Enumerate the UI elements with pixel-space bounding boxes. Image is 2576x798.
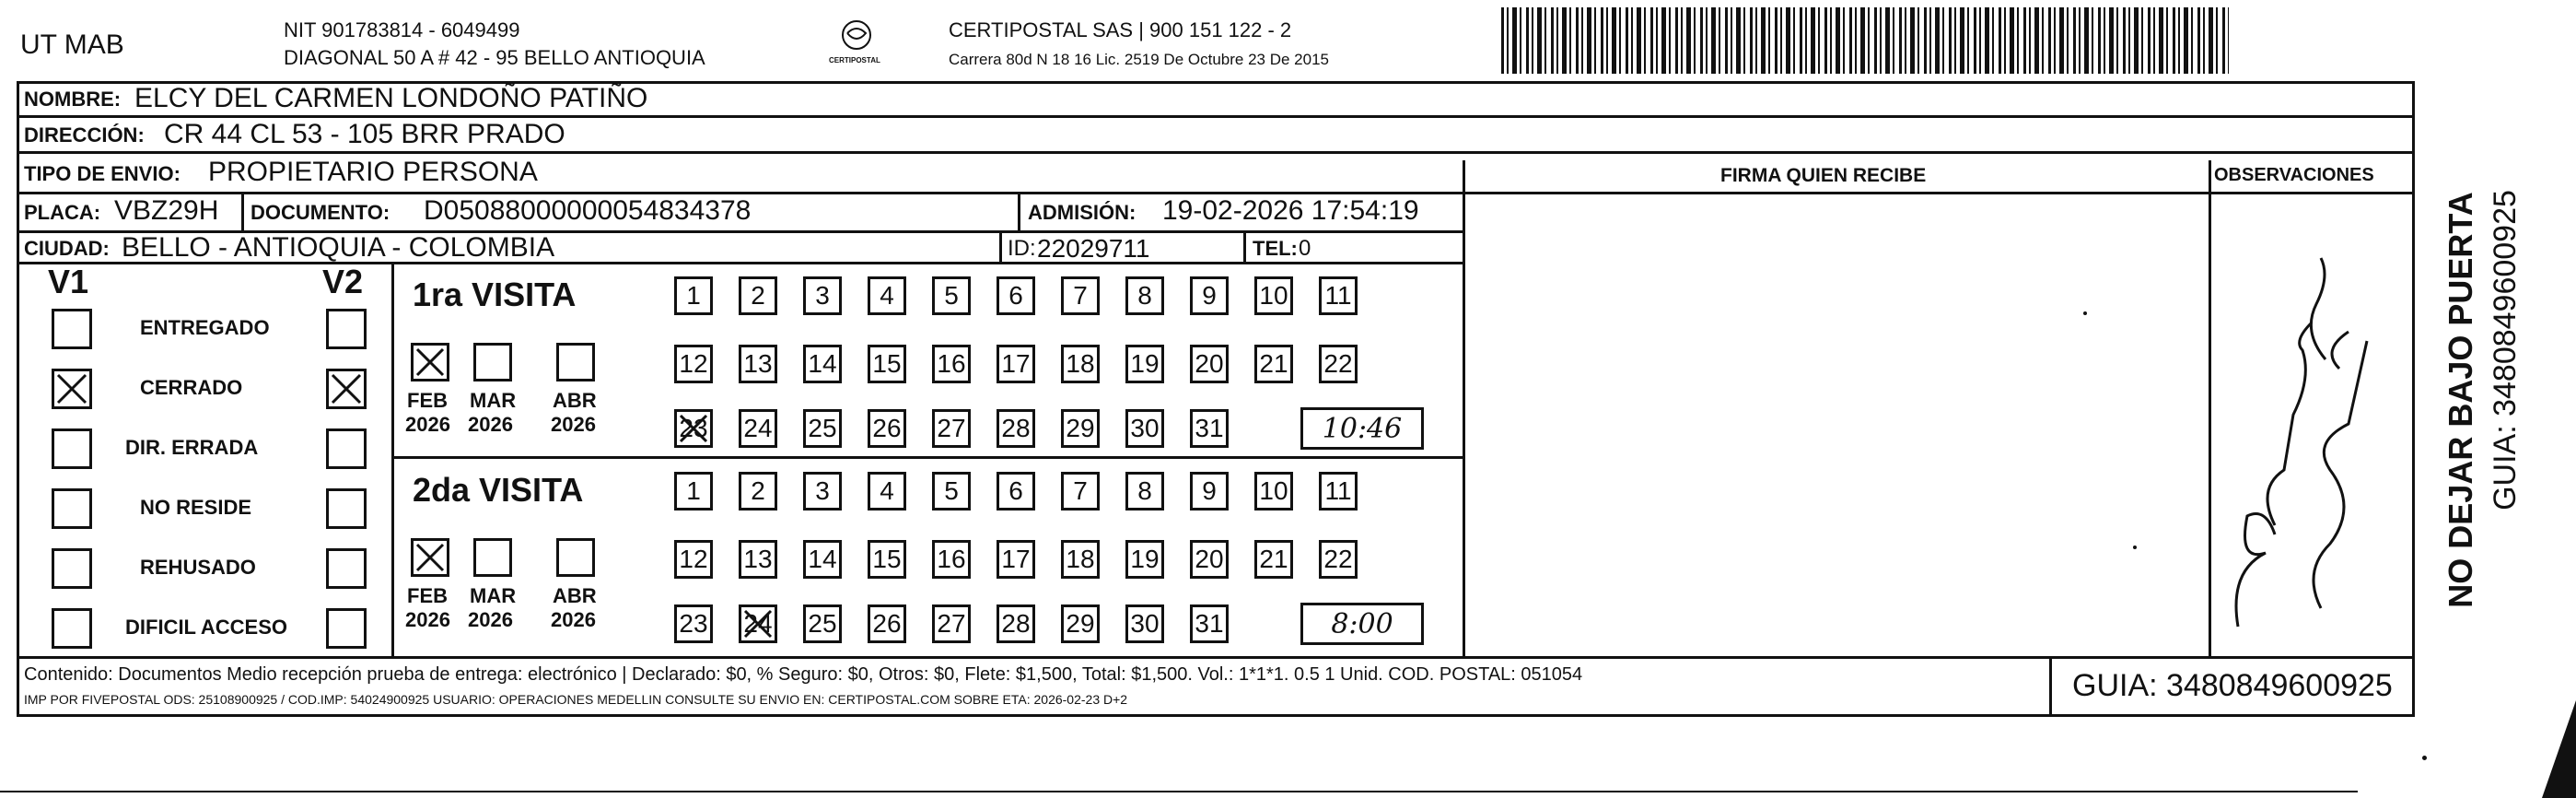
tel-value: 0 (1299, 236, 1311, 261)
day-number: 17 (1001, 545, 1031, 573)
day-box[interactable] (803, 472, 842, 510)
day-box[interactable] (868, 276, 906, 315)
day-number: 27 (937, 414, 966, 442)
observaciones-label: OBSERVACIONES (2214, 165, 2374, 185)
day-box[interactable] (1254, 540, 1293, 579)
day-box[interactable] (1061, 540, 1100, 579)
day-box[interactable] (932, 345, 971, 383)
day-number: 9 (1202, 281, 1217, 310)
day-box[interactable] (868, 409, 906, 448)
sender-address: DIAGONAL 50 A # 42 - 95 BELLO ANTIOQUIA (284, 46, 705, 69)
visit-title: 1ra VISITA (413, 276, 577, 313)
day-box[interactable] (932, 604, 971, 643)
ciudad-value: BELLO - ANTIOQUIA - COLOMBIA (122, 232, 555, 263)
x-mark-icon (414, 541, 447, 574)
day-box[interactable] (868, 604, 906, 643)
day-number: 3 (815, 476, 830, 505)
day-box[interactable] (868, 472, 906, 510)
status-option-label: DIFICIL ACCESO (125, 616, 288, 639)
day-number: 30 (1130, 414, 1160, 442)
day-box[interactable] (1319, 472, 1358, 510)
day-box[interactable] (803, 409, 842, 448)
day-box[interactable] (1125, 604, 1164, 643)
v1-label: V1 (48, 263, 89, 300)
day-box[interactable] (739, 604, 777, 643)
day-box[interactable] (1254, 276, 1293, 315)
day-number: 14 (808, 545, 837, 573)
day-box[interactable] (674, 604, 713, 643)
day-box[interactable] (803, 604, 842, 643)
day-number: 6 (1008, 281, 1023, 310)
day-box[interactable] (1319, 540, 1358, 579)
logo-text: CERTIPOSTAL (829, 56, 880, 65)
ciudad-label: CIUDAD: (24, 237, 110, 260)
day-number: 5 (944, 281, 959, 310)
year-label: 2026 (468, 413, 513, 436)
day-number: 23 (679, 414, 708, 442)
year-label: 2026 (551, 608, 596, 631)
day-box[interactable] (674, 345, 713, 383)
day-number: 8 (1137, 476, 1152, 505)
day-box[interactable] (1190, 276, 1229, 315)
day-box[interactable] (1190, 472, 1229, 510)
v1-checkbox[interactable] (52, 369, 92, 409)
day-number: 8 (1137, 281, 1152, 310)
company-name: CERTIPOSTAL SAS | 900 151 122 - 2 (949, 18, 1292, 41)
status-option-label: REHUSADO (140, 556, 256, 579)
day-number: 19 (1130, 545, 1160, 573)
month-checkbox[interactable] (473, 343, 512, 381)
day-number: 4 (880, 281, 894, 310)
x-mark-icon (329, 371, 364, 406)
status-option-label: CERRADO (140, 376, 243, 399)
direccion-value: CR 44 CL 53 - 105 BRR PRADO (164, 119, 565, 149)
day-box[interactable] (1125, 472, 1164, 510)
nombre-label: NOMBRE: (24, 88, 122, 111)
year-label: 2026 (468, 608, 513, 631)
direccion-label: DIRECCIÓN: (24, 123, 145, 147)
day-number: 26 (872, 609, 902, 638)
day-number: 27 (937, 609, 966, 638)
v2-checkbox[interactable] (326, 369, 367, 409)
day-box[interactable] (739, 472, 777, 510)
x-mark-icon (414, 346, 447, 379)
day-box[interactable] (932, 409, 971, 448)
day-number: 10 (1259, 281, 1288, 310)
day-number: 14 (808, 349, 837, 378)
day-box[interactable] (739, 409, 777, 448)
day-number: 28 (1001, 414, 1031, 442)
placa-label: PLACA: (24, 201, 101, 224)
day-number: 26 (872, 414, 902, 442)
v2-checkbox[interactable] (326, 428, 367, 469)
day-box[interactable] (803, 345, 842, 383)
sender-nit: NIT 901783814 - 6049499 (284, 18, 520, 41)
day-box[interactable] (1190, 540, 1229, 579)
day-box[interactable] (1319, 345, 1358, 383)
side-guia: GUIA: 3480849600925 (2488, 190, 2523, 510)
day-box[interactable] (1061, 472, 1100, 510)
day-number: 24 (743, 609, 773, 638)
day-number: 1 (686, 476, 701, 505)
day-box[interactable] (932, 472, 971, 510)
month-checkbox[interactable] (556, 343, 595, 381)
visit-time[interactable]: 8:00 (1300, 603, 1424, 645)
v1-checkbox[interactable] (52, 488, 92, 529)
v1-checkbox[interactable] (52, 309, 92, 349)
day-number: 16 (937, 349, 966, 378)
admision-value: 19-02-2026 17:54:19 (1162, 195, 1419, 226)
day-number: 21 (1259, 349, 1288, 378)
day-number: 18 (1066, 349, 1095, 378)
day-box[interactable] (674, 472, 713, 510)
day-box[interactable] (997, 472, 1035, 510)
day-number: 6 (1008, 476, 1023, 505)
day-box[interactable] (739, 540, 777, 579)
v2-label: V2 (322, 263, 364, 300)
day-number: 11 (1324, 281, 1352, 310)
day-number: 12 (679, 349, 708, 378)
id-label: ID: (1008, 236, 1036, 261)
admision-label: ADMISIÓN: (1028, 201, 1136, 224)
day-number: 24 (743, 414, 773, 442)
day-box[interactable] (674, 276, 713, 315)
day-number: 7 (1073, 476, 1088, 505)
x-mark-icon (741, 607, 775, 640)
firma-label: FIRMA QUIEN RECIBE (1720, 165, 1927, 186)
day-box[interactable] (1061, 604, 1100, 643)
day-box[interactable] (1254, 472, 1293, 510)
day-box[interactable] (1061, 276, 1100, 315)
day-box[interactable] (739, 345, 777, 383)
month-label: MAR (470, 389, 517, 412)
month-label: FEB (407, 584, 448, 607)
id-value: 22029711 (1037, 234, 1150, 263)
day-box[interactable] (997, 345, 1035, 383)
day-box[interactable] (803, 276, 842, 315)
day-box[interactable] (803, 540, 842, 579)
day-number: 19 (1130, 349, 1160, 378)
day-number: 17 (1001, 349, 1031, 378)
corner-mark (2524, 700, 2576, 798)
day-number: 4 (880, 476, 894, 505)
month-checkbox[interactable] (556, 538, 595, 577)
month-checkbox[interactable] (473, 538, 512, 577)
visit-title: 2da VISITA (413, 471, 584, 509)
v2-checkbox[interactable] (326, 608, 367, 649)
day-number: 20 (1195, 349, 1224, 378)
day-number: 1 (686, 281, 701, 310)
day-number: 12 (679, 545, 708, 573)
side-warning: NO DEJAR BAJO PUERTA (2442, 192, 2479, 608)
v1-checkbox[interactable] (52, 608, 92, 649)
day-number: 29 (1066, 609, 1095, 638)
day-number: 13 (743, 349, 773, 378)
nombre-value: ELCY DEL CARMEN LONDOÑO PATIÑO (134, 83, 648, 113)
month-checkbox[interactable] (411, 343, 449, 381)
day-number: 15 (872, 349, 902, 378)
status-option-label: NO RESIDE (140, 496, 252, 519)
day-box[interactable] (739, 276, 777, 315)
tipo-envio-value: PROPIETARIO PERSONA (208, 157, 538, 187)
day-box[interactable] (1319, 276, 1358, 315)
day-box[interactable] (997, 276, 1035, 315)
day-number: 16 (937, 545, 966, 573)
day-number: 9 (1202, 476, 1217, 505)
day-number: 18 (1066, 545, 1095, 573)
day-number: 29 (1066, 414, 1095, 442)
month-checkbox[interactable] (411, 538, 449, 577)
day-box[interactable] (1254, 345, 1293, 383)
day-number: 28 (1001, 609, 1031, 638)
year-label: 2026 (551, 413, 596, 436)
certipostal-logo (829, 17, 884, 72)
day-number: 30 (1130, 609, 1160, 638)
day-number: 25 (808, 609, 837, 638)
day-number: 13 (743, 545, 773, 573)
handwritten-observation (2210, 221, 2395, 645)
day-box[interactable] (1190, 409, 1229, 448)
footer-guia: GUIA: 3480849600925 (2072, 668, 2393, 703)
v1-checkbox[interactable] (52, 428, 92, 469)
day-box[interactable] (1125, 276, 1164, 315)
documento-value: D05088000000054834378 (424, 195, 752, 226)
day-box[interactable] (997, 604, 1035, 643)
day-number: 11 (1324, 476, 1352, 505)
day-box[interactable] (932, 540, 971, 579)
sender-name: UT MAB (20, 29, 124, 60)
status-option-label: DIR. ERRADA (125, 436, 259, 459)
day-number: 25 (808, 414, 837, 442)
company-address: Carrera 80d N 18 16 Lic. 2519 De Octubre 23 De 2015 (949, 51, 1329, 68)
x-mark-icon (54, 371, 89, 406)
month-label: FEB (407, 389, 448, 412)
status-option-label: ENTREGADO (140, 316, 270, 339)
v2-checkbox[interactable] (326, 548, 367, 589)
day-number: 22 (1323, 545, 1353, 573)
day-box[interactable] (1061, 409, 1100, 448)
year-label: 2026 (405, 413, 450, 436)
day-box[interactable] (674, 540, 713, 579)
day-number: 21 (1259, 545, 1288, 573)
barcode (1501, 7, 2229, 74)
day-number: 15 (872, 545, 902, 573)
day-number: 10 (1259, 476, 1288, 505)
day-box[interactable] (932, 276, 971, 315)
day-box[interactable] (1061, 345, 1100, 383)
day-box[interactable] (1125, 345, 1164, 383)
footer-imp: IMP POR FIVEPOSTAL ODS: 25108900925 / COD.IMP: 54024900925 USUARIO: OPERACIONES MEDELLIN CONSULTE SU ENVIO EN: CERTIPOSTAL.COM SOBRE ETA: 2026-02-23 D+2 (24, 692, 1128, 707)
tel-label: TEL: (1253, 237, 1298, 260)
day-box[interactable] (1125, 540, 1164, 579)
v2-checkbox[interactable] (326, 488, 367, 529)
month-label: ABR (553, 584, 597, 607)
day-number: 2 (751, 281, 765, 310)
x-mark-icon (677, 412, 710, 445)
day-number: 3 (815, 281, 830, 310)
v2-checkbox[interactable] (326, 309, 367, 349)
day-box[interactable] (868, 345, 906, 383)
day-number: 20 (1195, 545, 1224, 573)
day-box[interactable] (997, 540, 1035, 579)
day-box[interactable] (868, 540, 906, 579)
day-number: 22 (1323, 349, 1353, 378)
tipo-envio-label: TIPO DE ENVIO: (24, 162, 181, 185)
day-box[interactable] (997, 409, 1035, 448)
day-number: 31 (1195, 609, 1224, 638)
day-number: 23 (679, 609, 708, 638)
footer-contenido: Contenido: Documentos Medio recepción prueba de entrega: electrónico | Declarado: $0, % Seguro: $0, Otros: $0, Flete: $1,500, Total: $1,500. Vol.: 1*1*1. 0.5 1 Unid. COD. POSTAL: 051054 (24, 664, 1583, 685)
year-label: 2026 (405, 608, 450, 631)
day-number: 7 (1073, 281, 1088, 310)
visit-time[interactable]: 10:46 (1300, 407, 1424, 450)
placa-value: VBZ29H (114, 195, 219, 226)
day-number: 31 (1195, 414, 1224, 442)
day-box[interactable] (1190, 604, 1229, 643)
month-label: ABR (553, 389, 597, 412)
documento-label: DOCUMENTO: (251, 201, 390, 224)
v1-checkbox[interactable] (52, 548, 92, 589)
day-number: 2 (751, 476, 765, 505)
day-box[interactable] (1125, 409, 1164, 448)
day-box[interactable] (674, 409, 713, 448)
month-label: MAR (470, 584, 517, 607)
day-box[interactable] (1190, 345, 1229, 383)
day-number: 5 (944, 476, 959, 505)
